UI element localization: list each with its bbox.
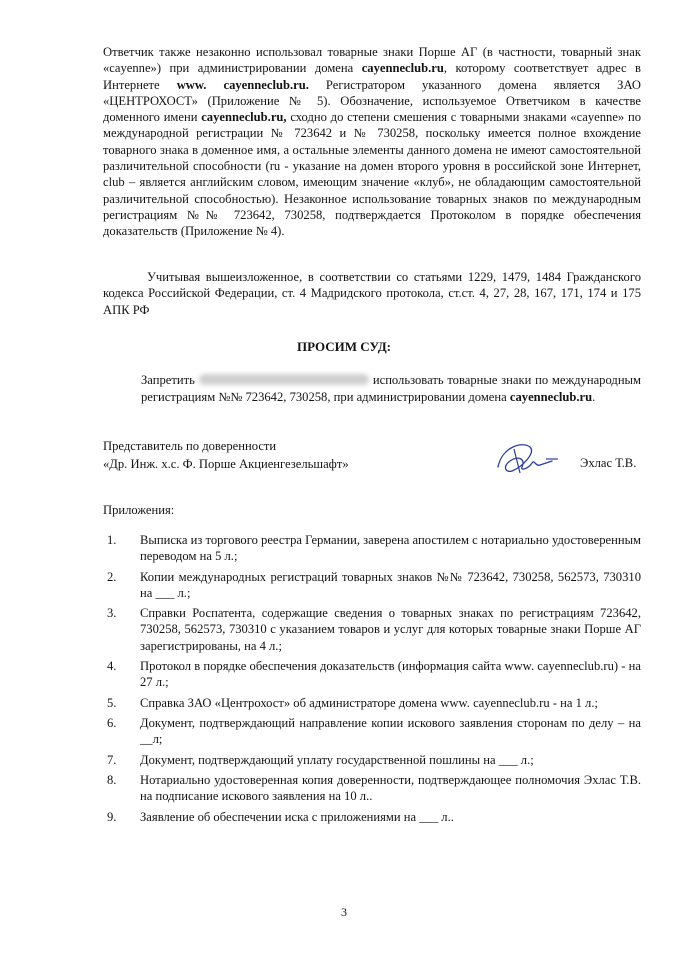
page-number: 3: [341, 905, 347, 919]
representative-block: [103, 437, 349, 473]
item-text: Копии международных регистраций товарных знаков №№ 723642, 730258, 562573, 730310 на ___ л.;: [140, 569, 641, 600]
list-item: [107, 715, 641, 747]
signer-name: Эхлас Т.В.: [580, 456, 637, 470]
item-number: 2.: [107, 569, 117, 584]
item-number: 5.: [107, 695, 117, 710]
item-text: Выписка из торгового реестра Германии, заверена апостилем с нотариально удостоверенным переводом на 5 л.;: [140, 533, 641, 564]
item-text: Справка ЗАО «Центрохост» об администраторе домена www. cayenneclub.ru - на 1 л.;: [140, 695, 598, 710]
attachments-list: [107, 532, 641, 829]
item-text: Документ, подтверждающий уплату государственной пошлины на ___ л.;: [140, 752, 534, 767]
list-item: [107, 658, 641, 690]
text-run: использовать товарные знаки по международным регистрациям №№ 723642, 730258, при администрировании домена: [141, 373, 641, 404]
item-number: 9.: [107, 809, 117, 824]
item-text: Документ, подтверждающий направление копии искового заявления сторонам по делу – на __л;: [140, 715, 641, 747]
item-text: Справки Роспатента, содержащие сведения о товарных знаках по регистрациям 723642, 730258, 562573, 730310 с указанием товаров и услуг для которых товарные знаки Порше АГ зарегистрированы, на 4 л.;: [140, 606, 641, 653]
item-text: Заявление об обеспечении иска с приложениями на ___ л..: [140, 809, 454, 824]
text-run: Ответчик также незаконно использовал товарные знаки Порше АГ (в частности, товарный знак «cayenne») при администрировании домена: [103, 45, 641, 76]
domain-bold: cayenneclub.ru: [361, 61, 444, 76]
paragraph-legal-basis: Учитывая вышеизложенное, в соответствии со статьями 1229, 1479, 1484 Гражданского кодекса Российской Федерации, ст. 4 Мадридского протокола, ст.ст. 4, 27, 28, 167, 171, 174 и 175 АПК РФ: [103, 270, 641, 317]
handwritten-signature: [492, 437, 562, 479]
text-run: сходно до степени смешения с товарными знаками «cayenne» по международной регистрации № 723642 и № 730258, поскольку имеется полное вхождение товарного знака в доменное имя, а остальные элементы данного домена не имеют самостоятельной различительной способности (ru - указание на домен второго уровня в российской зоне Интернет, club – является английским словом, имеющим значение «клуб», не обладающим самостоятельной различительной способностью). Незаконное использование товарных знаков по международным регистрациям №№ 723642, 730258, подтверждается Протоколом в порядке обеспечения доказательств (Приложение № 4).: [103, 110, 641, 239]
item-number: 4.: [107, 658, 117, 673]
item-text: Нотариально удостоверенная копия доверенности, подтверждающее полномочия Эхлас Т.В. на подписание искового заявления на 10 л..: [140, 772, 641, 804]
list-item: [107, 752, 641, 768]
representative-company: «Др. Инж. х.с. Ф. Порше Акциенгезельшафт»: [103, 457, 349, 471]
text-run: Регистратором указанного домена является ЗАО «ЦЕНТРОХОСТ» (Приложение № 5). Обозначение, используемое Ответчиком в качестве доменного имени: [103, 77, 642, 125]
paragraph-infringement: [103, 44, 641, 240]
domain-bold: cayenneclub.ru,: [201, 110, 287, 125]
list-item: [107, 695, 641, 711]
item-number: 6.: [107, 715, 117, 730]
redacted-name: [199, 374, 369, 385]
item-number: 1.: [107, 533, 117, 547]
request-heading: ПРОСИМ СУД:: [297, 339, 391, 354]
domain-bold: cayenneclub.ru: [509, 390, 593, 404]
item-number: 7.: [107, 752, 117, 767]
list-item: [107, 605, 641, 654]
domain-url-bold: www. cayenneclub.ru.: [176, 77, 309, 92]
item-number: 8.: [107, 772, 117, 787]
attachments-title: Приложения:: [103, 503, 175, 517]
list-item: [107, 772, 641, 804]
text-run: , которому соответствует адрес в Интернете: [103, 61, 641, 92]
item-number: 3.: [107, 606, 117, 621]
item-text: Протокол в порядке обеспечения доказательств (информация сайта www. cayenneclub.ru) - на 27 л.;: [140, 658, 641, 690]
list-item: [107, 809, 641, 825]
list-item: [107, 569, 641, 601]
request-paragraph: [141, 372, 641, 406]
representative-title: Представитель по доверенности: [103, 439, 277, 453]
text-run: Запретить: [141, 373, 195, 387]
text-run: .: [592, 390, 596, 404]
list-item: [107, 532, 641, 564]
